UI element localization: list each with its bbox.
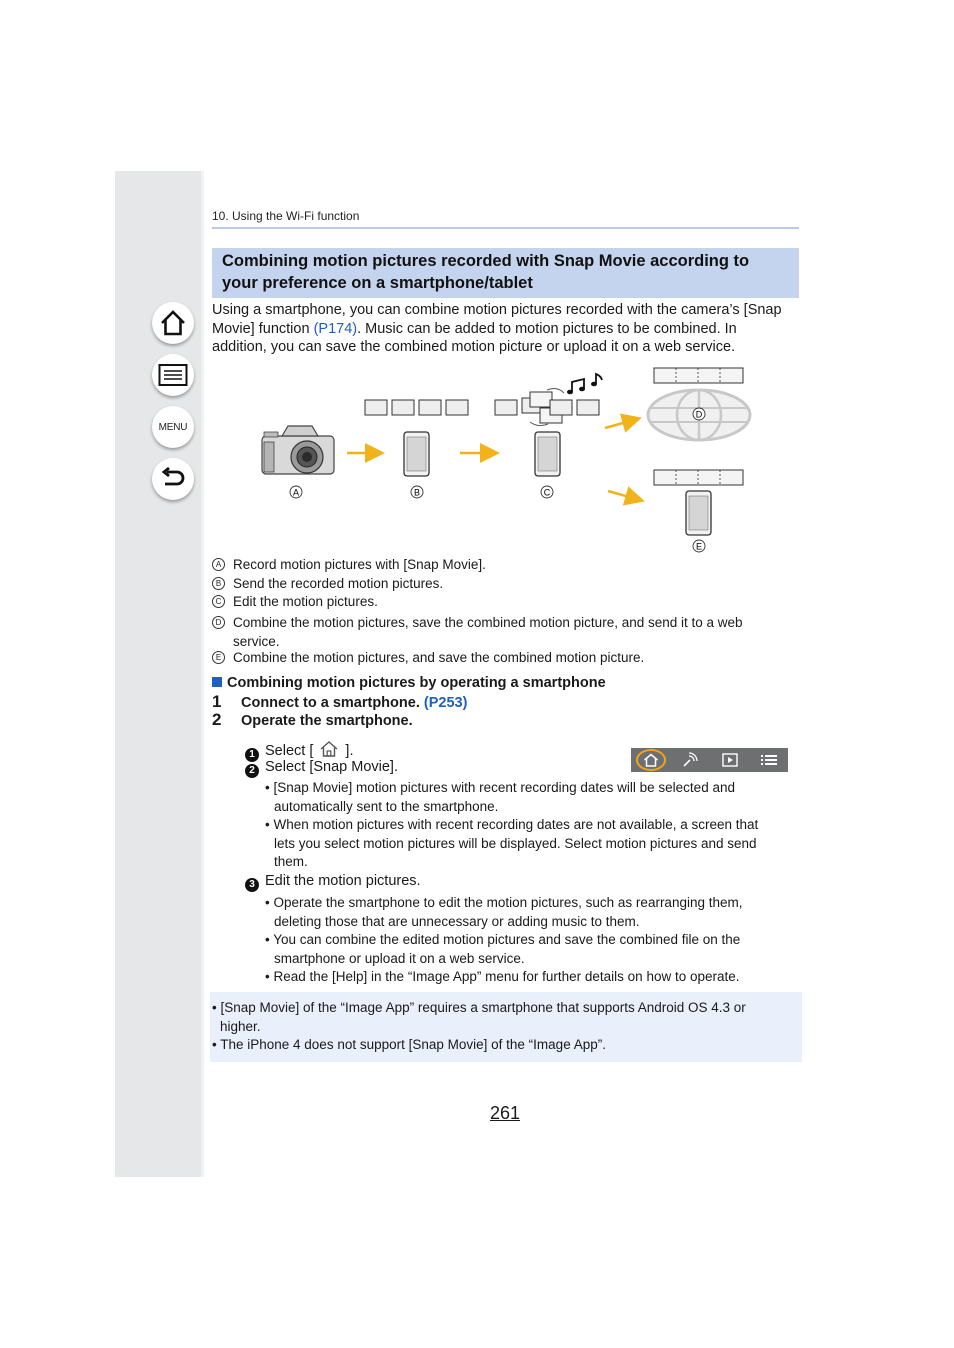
bullet-item: • You can combine the edited motion pictures and save the combined file on the smartphone or upload it on a web service.: [265, 932, 741, 966]
note-text: [Snap Movie] of the “Image App” requires a smartphone that supports Android OS 4.3 or: [220, 1000, 746, 1015]
legend-text: service.: [233, 634, 280, 649]
substep-number: 1: [245, 748, 259, 762]
substep-text: Select [: [265, 743, 314, 759]
substep-2: [245, 759, 398, 778]
legend-item-b: [212, 574, 792, 593]
section-title: [212, 248, 799, 298]
note-text: The iPhone 4 does not support [Snap Movie] of the “Image App”.: [220, 1037, 606, 1052]
intro-text: . Music can be added to motion pictures to be combined. In: [357, 320, 737, 337]
substep-number: 3: [245, 878, 259, 892]
substep-text: Select [Snap Movie].: [265, 759, 398, 775]
bullet-text: You can combine the edited motion pictures and save the combined file on the: [273, 932, 741, 947]
bullet-text: automatically sent to the smartphone.: [274, 798, 499, 814]
legend-item-a: [212, 555, 792, 574]
app-remote-button[interactable]: [670, 748, 709, 772]
bullet-item: • [Snap Movie] motion pictures with recent recording dates will be selected and automatically sent to the smartphone.: [265, 780, 735, 814]
marker-c: [541, 486, 553, 498]
step-number: 2: [212, 710, 222, 729]
home-icon: [643, 753, 659, 767]
bullet-item: • When motion pictures with recent recording dates are not available, a screen that lets you select motion pictures will be displayed. Select motion pictures and send them.: [265, 817, 759, 869]
marker-b: [411, 486, 423, 498]
legend-text: Combine the motion pictures, and save the combined motion picture.: [233, 650, 645, 665]
app-list-button[interactable]: [749, 748, 788, 772]
legend-text: Edit the motion pictures.: [233, 594, 378, 609]
substep-number: 2: [245, 764, 259, 778]
smartphone-icon: [404, 432, 429, 476]
substep-3: [245, 873, 421, 892]
bullet-item: • Operate the smartphone to edit the motion pictures, such as rearranging them, deleting those that are unnecessary or adding music to them.: [265, 895, 743, 929]
intro-line3: addition, you can save the combined motion picture or upload it on a web service.: [212, 339, 736, 355]
marker-d: [693, 408, 705, 420]
smartphone-icon: [686, 491, 711, 535]
smartphone-icon: [535, 432, 560, 476]
bullet-text: Read the [Help] in the “Image App” menu for further details on how to operate.: [273, 969, 740, 984]
svg-text:E: E: [695, 541, 703, 552]
app-home-button[interactable]: [631, 748, 670, 772]
list-icon: [158, 363, 188, 387]
section-title-line1: Combining motion pictures recorded with Snap Movie according to: [222, 252, 750, 270]
legend-item-e: [212, 648, 792, 667]
page-link-p174[interactable]: (P174): [313, 320, 358, 337]
legend-item-d: [212, 613, 792, 651]
substep-text: ].: [345, 743, 354, 759]
menu-label: MENU: [158, 421, 188, 433]
step-text: Operate the smartphone.: [241, 713, 413, 729]
edited-clips: [495, 389, 599, 426]
chapter-header: 10. Using the Wi-Fi function: [212, 209, 360, 223]
step-1: [212, 692, 467, 712]
home-button[interactable]: [152, 302, 194, 344]
bullet-text: When motion pictures with recent recording dates are not available, a screen that: [273, 817, 759, 832]
subsection-title-text: Combining motion pictures by operating a smartphone: [227, 675, 606, 691]
substep-text: Edit the motion pictures.: [265, 873, 421, 889]
marker-a: [290, 486, 302, 498]
section-title-line2: your preference on a smartphone/tablet: [222, 274, 533, 292]
step-text: Connect to a smartphone.: [241, 695, 424, 711]
workflow-diagram: [212, 360, 802, 560]
svg-text:C: C: [543, 487, 551, 498]
square-bullet-icon: [212, 677, 222, 687]
remote-icon: [681, 752, 699, 768]
filmstrip: [654, 368, 743, 383]
music-notes-icon: [567, 374, 602, 394]
menu-button[interactable]: [152, 406, 194, 448]
intro-text: Movie] function: [212, 320, 314, 337]
selection-highlight: [636, 749, 666, 771]
back-arrow-icon: [159, 465, 187, 493]
note-item: • The iPhone 4 does not support [Snap Movie] of the “Image App”.: [212, 1037, 606, 1052]
svg-text:B: B: [413, 487, 421, 498]
filmstrip: [654, 470, 743, 485]
contents-button[interactable]: [152, 354, 194, 396]
page-link-p253[interactable]: (P253): [423, 695, 468, 711]
legend-marker: B: [212, 577, 225, 590]
legend-marker: A: [212, 558, 225, 571]
legend-text: Record motion pictures with [Snap Movie].: [233, 557, 486, 572]
legend-text: Combine the motion pictures, save the combined motion picture, and send it to a web: [233, 615, 743, 630]
bullet-text: them.: [274, 854, 308, 869]
home-icon: [319, 741, 339, 757]
bullet-text: Operate the smartphone to edit the motion pictures, such as rearranging them,: [273, 895, 743, 910]
legend-item-c: [212, 592, 792, 611]
step-number: 1: [212, 692, 222, 711]
sidebar-edge: [201, 171, 204, 1177]
intro-line1: Using a smartphone, you can combine motion pictures recorded with the camera’s [Snap: [212, 302, 782, 318]
back-button[interactable]: [152, 458, 194, 500]
legend-marker: E: [212, 651, 225, 664]
app-play-button[interactable]: [710, 748, 749, 772]
page-number: 261: [490, 1103, 521, 1123]
subsection-title: [212, 675, 606, 691]
note-item: • [Snap Movie] of the “Image App” requires a smartphone that supports Android OS 4.3 or higher.: [212, 1000, 746, 1034]
legend-marker: D: [212, 616, 225, 629]
intro-paragraph: [212, 301, 802, 357]
header-divider: [212, 227, 799, 229]
legend-marker: C: [212, 595, 225, 608]
home-icon: [159, 309, 187, 337]
list-icon: [760, 753, 778, 767]
bullet-text: lets you select motion pictures will be displayed. Select motion pictures and send: [274, 835, 757, 851]
svg-text:A: A: [292, 487, 300, 498]
svg-text:D: D: [695, 409, 703, 420]
intro-line2: [212, 320, 802, 339]
bullet-text: [Snap Movie] motion pictures with recent recording dates will be selected and: [273, 780, 735, 795]
note-text: higher.: [220, 1018, 261, 1034]
legend-text: Send the recorded motion pictures.: [233, 576, 444, 591]
bullet-text: deleting those that are unnecessary or adding music to them.: [274, 913, 640, 929]
movie-clips: [365, 400, 468, 415]
arrow: [605, 419, 637, 428]
play-icon: [722, 753, 738, 767]
app-menu-bar: [631, 748, 788, 772]
camera-icon: [262, 426, 334, 474]
bullet-item: • Read the [Help] in the “Image App” menu for further details on how to operate.: [265, 969, 740, 984]
arrow: [608, 491, 640, 500]
marker-e: [693, 540, 705, 552]
bullet-text: smartphone or upload it on a web service.: [274, 950, 525, 966]
step-2: [212, 710, 413, 730]
